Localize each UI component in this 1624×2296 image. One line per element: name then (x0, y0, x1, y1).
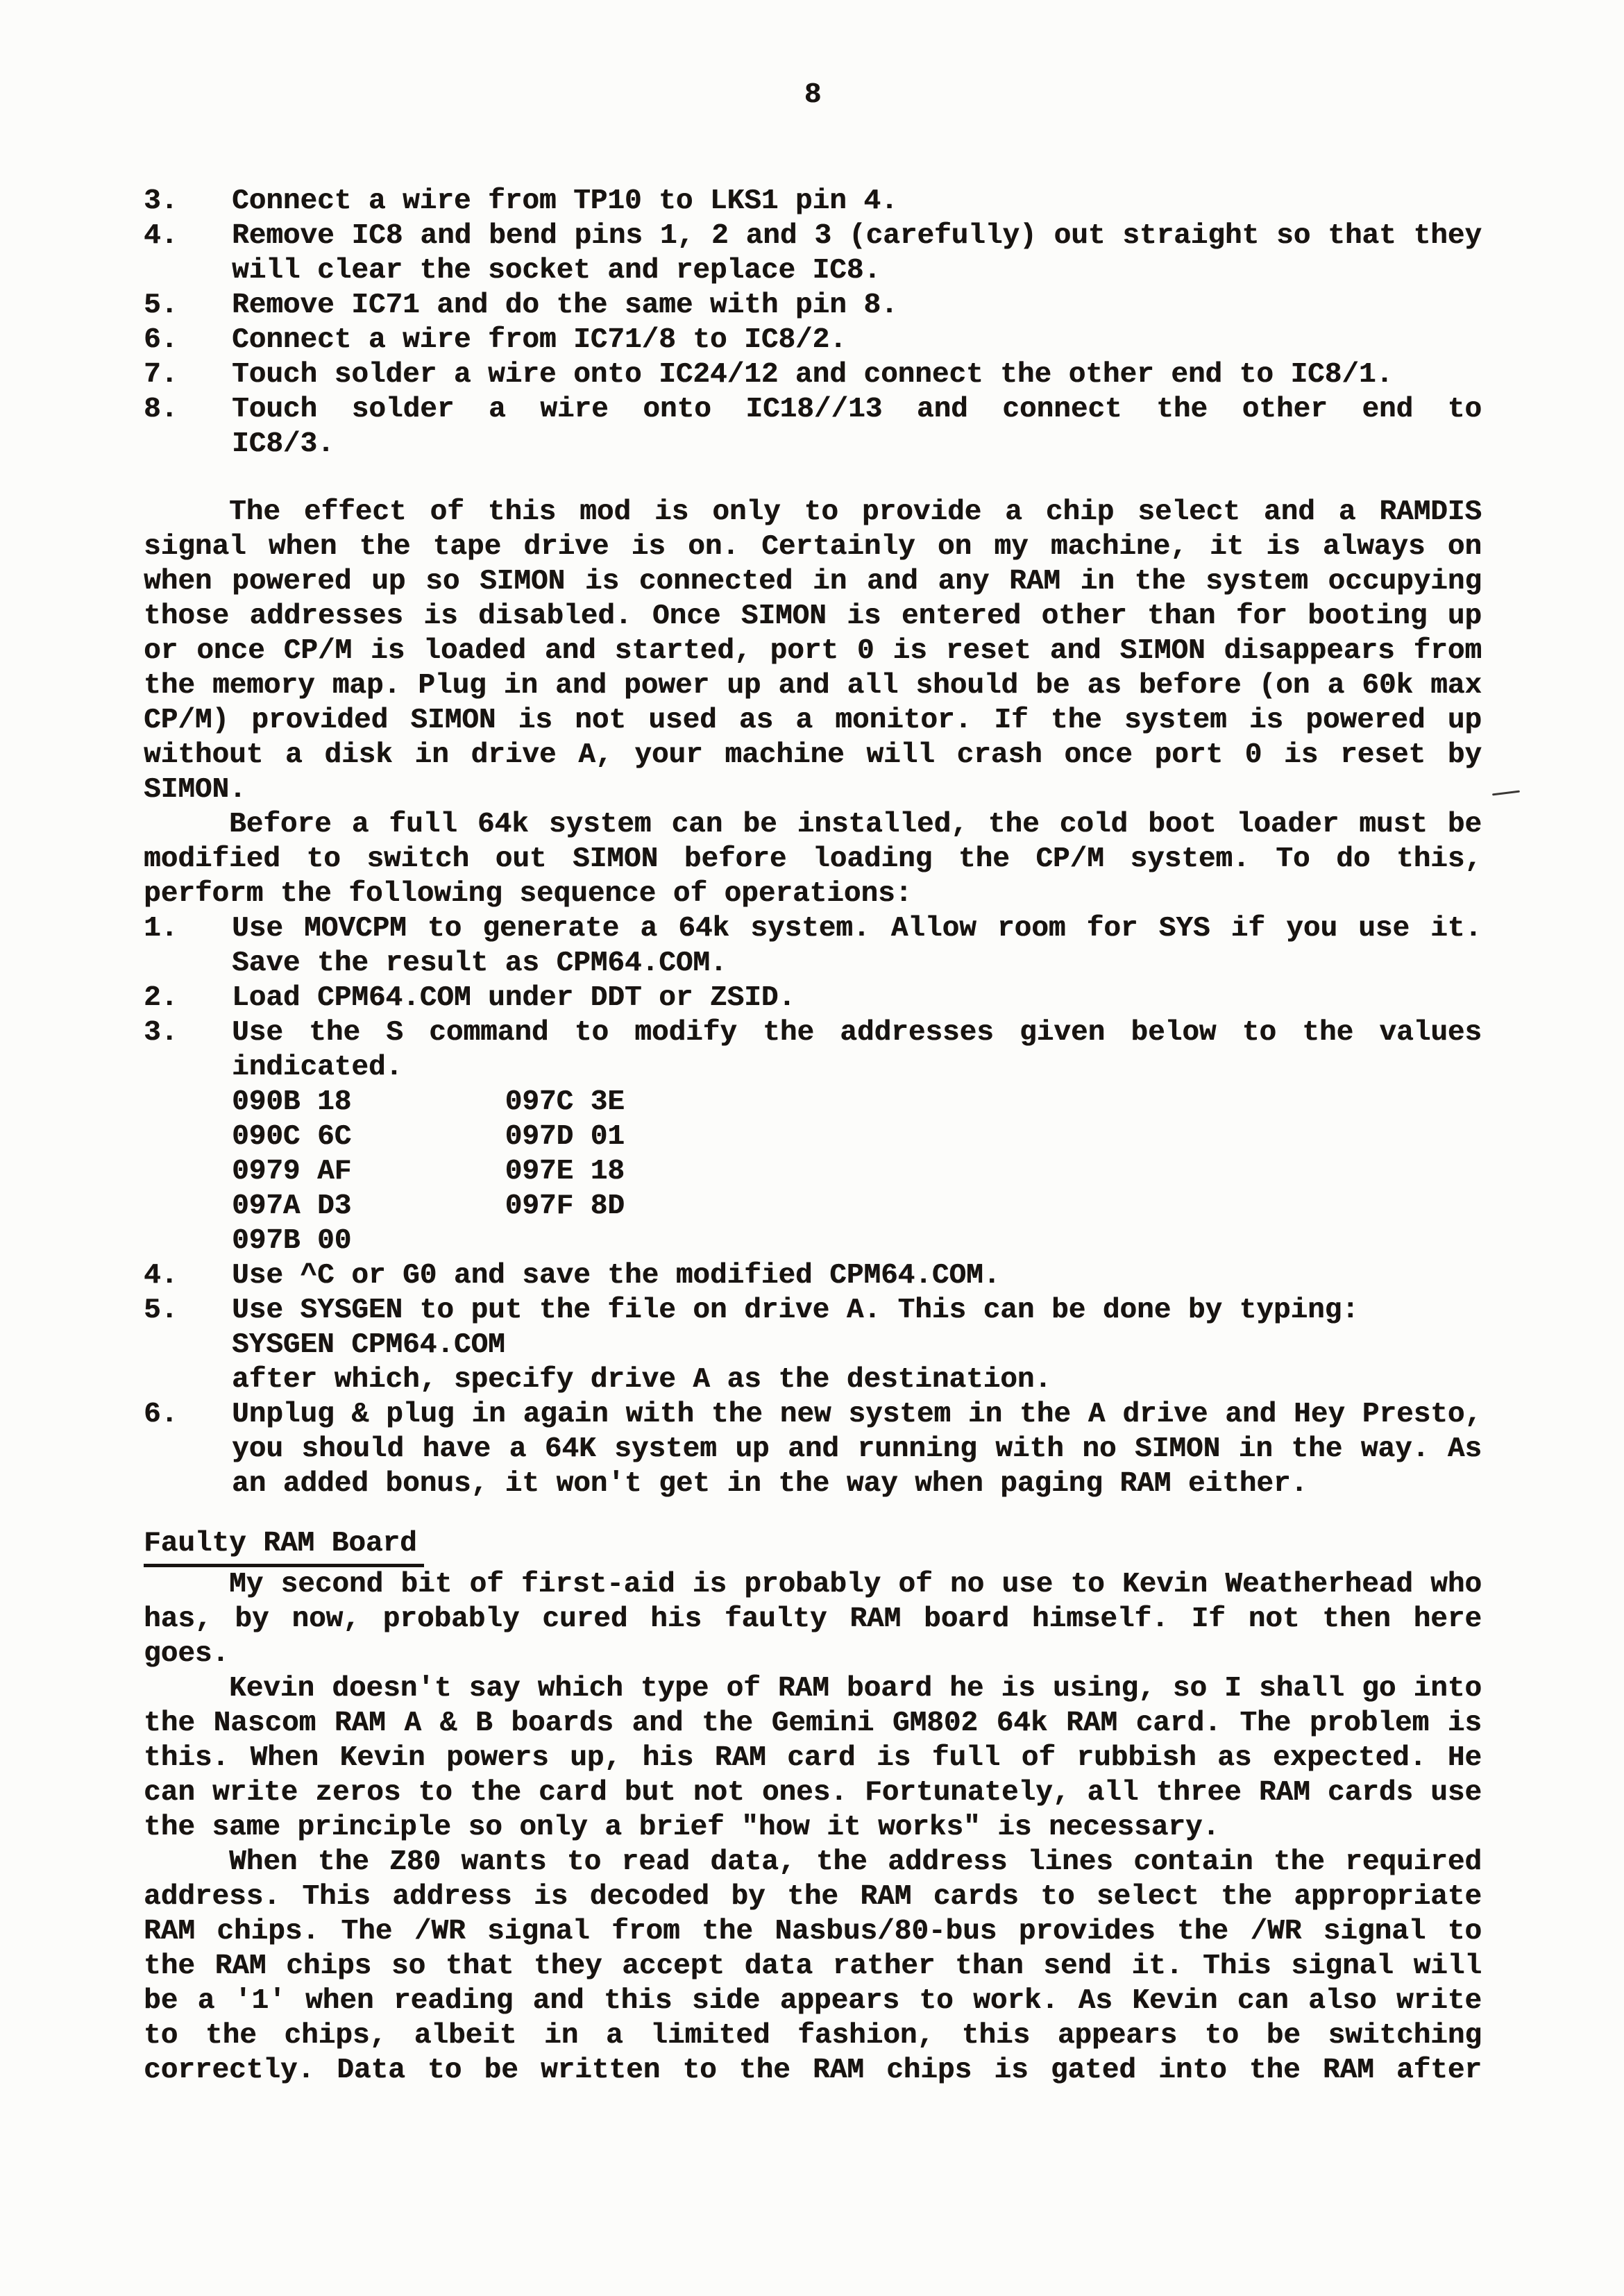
list-item (144, 184, 1482, 219)
text-line: signal when the tape drive is on. Certainly on my machine, it is always on (144, 531, 1482, 563)
text-line: Use SYSGEN to put the file on drive A. This can be done by typing: (232, 1294, 1359, 1326)
list-item (144, 911, 1482, 981)
hardware-mod-steps (144, 184, 1482, 462)
text-line: modified to switch out SIMON before loading the CP/M system. To do this, (144, 843, 1482, 875)
text-line: Use ^C or G0 and save the modified CPM64.COM. (232, 1260, 1001, 1292)
text-line: this. When Kevin powers up, his RAM card is full of rubbish as expected. He (144, 1742, 1482, 1774)
first-aid-paragraph (144, 1567, 1482, 1671)
text-line: after which, specify drive A as the destination. (232, 1364, 1051, 1396)
cpm-patch-steps (144, 911, 1482, 1501)
text-line: Remove IC8 and bend pins 1, 2 and 3 (carefully) out straight so that they (232, 220, 1482, 252)
text-line: 090C 6C 097D 01 (232, 1121, 625, 1153)
text-line: the Nascom RAM A & B boards and the Gemini GM802 64k RAM card. The problem is (144, 1707, 1482, 1739)
text-line: RAM chips. The /WR signal from the Nasbus/80-bus provides the /WR signal to (144, 1916, 1482, 1948)
list-item (144, 357, 1482, 392)
text-line: The effect of this mod is only to provide a chip select and a RAMDIS (144, 495, 1482, 530)
text-line: Connect a wire from TP10 to LKS1 pin 4. (232, 185, 898, 217)
text-line: will clear the socket and replace IC8. (232, 255, 881, 287)
text-line: perform the following sequence of operations: (144, 878, 913, 910)
list-item-number: 7. (144, 359, 178, 391)
text-line: address. This address is decoded by the RAM cards to select the appropriate (144, 1881, 1482, 1913)
paragraph-indent (144, 1695, 229, 1696)
text-line: the RAM chips so that they accept data rather than send it. This signal will (144, 1950, 1482, 1982)
list-item-number: 4. (144, 1260, 178, 1292)
list-item-number: 3. (144, 1017, 178, 1049)
paragraph-indent (144, 831, 229, 832)
list-item-text (232, 981, 1482, 1015)
list-item (144, 288, 1482, 323)
text-line: 090B 18 097C 3E (232, 1086, 625, 1118)
text-line: to the chips, albeit in a limited fashion, this appears to be switching (144, 2020, 1482, 2052)
text-line: Load CPM64.COM under DDT or ZSID. (232, 982, 795, 1014)
list-item (144, 1397, 1482, 1501)
list-item (144, 219, 1482, 288)
text-line: or once CP/M is loaded and started, port 0 is reset and SIMON disappears from (144, 635, 1482, 667)
text-line: CP/M) provided SIMON is not used as a monitor. If the system is powered up (144, 704, 1482, 736)
list-item-text (232, 1293, 1482, 1397)
text-line: Touch solder a wire onto IC18//13 and connect the other end to (232, 394, 1482, 425)
text-line: Connect a wire from IC71/8 to IC8/2. (232, 324, 847, 356)
list-item (144, 323, 1482, 357)
text-line: without a disk in drive A, your machine will crash once port 0 is reset by (144, 739, 1482, 771)
paragraph-indent (144, 1591, 229, 1592)
text-line: has, by now, probably cured his faulty RAM board himself. If not then here (144, 1603, 1482, 1635)
text-line: 097A D3 097F 8D (232, 1190, 625, 1222)
list-item-number: 8. (144, 394, 178, 425)
text-line: the same principle so only a brief "how it works" is necessary. (144, 1812, 1220, 1843)
text-line: can write zeros to the card but not ones. Fortunately, all three RAM cards use (144, 1777, 1482, 1809)
how-it-works-paragraph (144, 1845, 1482, 2088)
list-item (144, 1293, 1482, 1397)
list-item-number: 6. (144, 324, 178, 356)
list-item-text (232, 323, 1482, 357)
cold-boot-paragraph (144, 807, 1482, 911)
list-item-text (232, 288, 1482, 323)
list-item-text (232, 1397, 1482, 1501)
list-item-text (232, 911, 1482, 981)
text-line: when powered up so SIMON is connected in and any RAM in the system occupying (144, 566, 1482, 598)
page-content (144, 184, 1482, 2088)
section-heading-text: Faulty RAM Board (144, 1526, 424, 1567)
list-item-text (232, 219, 1482, 288)
list-item (144, 1258, 1482, 1293)
list-item-text (232, 392, 1482, 462)
text-line: 0979 AF 097E 18 (232, 1156, 625, 1188)
text-line: indicated. (232, 1052, 403, 1083)
list-item-number: 5. (144, 1294, 178, 1326)
paragraph-indent (144, 1868, 229, 1869)
text-line: Use MOVCPM to generate a 64k system. Allow room for SYS if you use it. (232, 913, 1482, 945)
faulty-ram-board-heading (144, 1526, 1482, 1567)
text-line: an added bonus, it won't get in the way when paging RAM either. (232, 1468, 1308, 1500)
text-line: IC8/3. (232, 428, 335, 460)
list-item-text (232, 357, 1482, 392)
list-item-number: 5. (144, 289, 178, 321)
list-item-number: 1. (144, 913, 178, 945)
text-line: be a '1' when reading and this side appears to work. As Kevin can also write (144, 1985, 1482, 2017)
text-line: My second bit of first-aid is probably of no use to Kevin Weatherhead who (144, 1567, 1482, 1602)
text-line: you should have a 64K system up and running with no SIMON in the way. As (232, 1433, 1482, 1465)
list-item-number: 6. (144, 1399, 178, 1430)
text-line: Save the result as CPM64.COM. (232, 947, 727, 979)
text-line: Kevin doesn't say which type of RAM board he is using, so I shall go into (144, 1671, 1482, 1706)
text-line: SIMON. (144, 774, 246, 806)
text-line: Touch solder a wire onto IC24/12 and connect the other end to IC8/1. (232, 359, 1394, 391)
list-item (144, 1015, 1482, 1258)
text-line: Unplug & plug in again with the new system in the A drive and Hey Presto, (232, 1399, 1482, 1430)
list-item-number: 3. (144, 185, 178, 217)
ram-boards-paragraph (144, 1671, 1482, 1845)
paragraph-indent (144, 518, 229, 519)
text-line: Use the S command to modify the addresses given below to the values (232, 1017, 1482, 1049)
text-line: 097B 00 (232, 1225, 352, 1257)
text-line: the memory map. Plug in and power up and all should be as before (on a 60k max (144, 670, 1482, 702)
list-item-number: 4. (144, 220, 178, 252)
list-item-number: 2. (144, 982, 178, 1014)
mod-effect-paragraph (144, 495, 1482, 807)
page-number: 8 (804, 79, 822, 111)
list-item-text (232, 184, 1482, 219)
text-line: Remove IC71 and do the same with pin 8. (232, 289, 898, 321)
text-line: SYSGEN CPM64.COM (232, 1329, 505, 1361)
list-item-text (232, 1015, 1482, 1258)
text-line: those addresses is disabled. Once SIMON is entered other than for booting up (144, 600, 1482, 632)
list-item-text (232, 1258, 1482, 1293)
text-line: correctly. Data to be written to the RAM chips is gated into the RAM after (144, 2054, 1482, 2086)
list-item (144, 392, 1482, 462)
page-body (144, 0, 1482, 2088)
handwritten-pen-dash (1492, 791, 1520, 796)
text-line: goes. (144, 1638, 230, 1670)
list-item (144, 981, 1482, 1015)
text-line: Before a full 64k system can be installed, the cold boot loader must be (144, 807, 1482, 842)
text-line: When the Z80 wants to read data, the address lines contain the required (144, 1845, 1482, 1880)
